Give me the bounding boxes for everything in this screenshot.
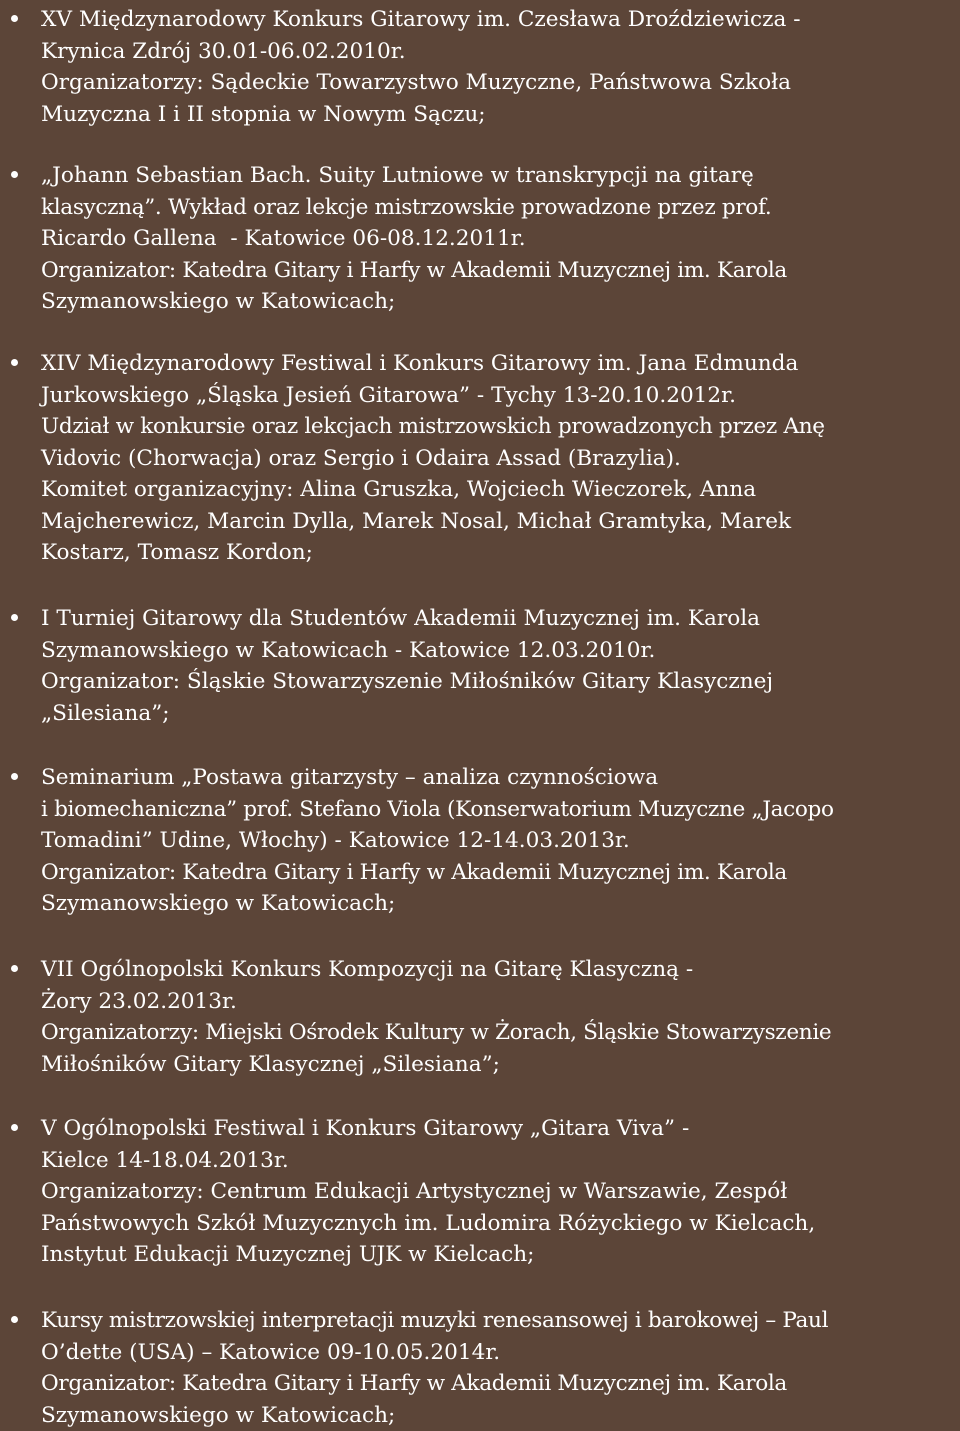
text-line: Organizatorzy: Miejski Ośrodek Kultury w Żorach, Śląskie Stowarzyszenie: [41, 1017, 958, 1049]
list-item-festiwal-tychy: [0, 348, 958, 569]
list-item-kursy-mistrzowskie: [0, 1305, 958, 1431]
bullet-icon: [11, 1316, 18, 1323]
text-line: „Silesiana”;: [41, 698, 958, 730]
text-line: I Turniej Gitarowy dla Studentów Akademii Muzycznej im. Karola: [41, 603, 958, 635]
bullet-icon: [11, 15, 18, 22]
text-line: Państwowych Szkół Muzycznych im. Ludomira Różyckiego w Kielcach,: [41, 1208, 958, 1240]
bullet-icon: [11, 965, 18, 972]
list-item-seminarium: [0, 762, 958, 920]
text-line: Szymanowskiego w Katowicach - Katowice 12.03.2010r.: [41, 635, 958, 667]
text-line: Szymanowskiego w Katowicach;: [41, 286, 958, 318]
text-line: Organizator: Katedra Gitary i Harfy w Akademii Muzycznej im. Karola: [41, 255, 958, 287]
list-item-text: [41, 603, 958, 729]
text-line: Krynica Zdrój 30.01-06.02.2010r.: [41, 36, 958, 68]
list-item-bach-wyklad: [0, 160, 958, 318]
text-line: Organizator: Śląskie Stowarzyszenie Miłośników Gitary Klasycznej: [41, 666, 958, 698]
text-line: V Ogólnopolski Festiwal i Konkurs Gitarowy „Gitara Viva” -: [41, 1113, 958, 1145]
list-item-konkurs-krynica: [0, 4, 958, 130]
text-line: Kursy mistrzowskiej interpretacji muzyki renesansowej i barokowej – Paul: [41, 1305, 958, 1337]
text-line: XV Międzynarodowy Konkurs Gitarowy im. Czesława Droździewicza -: [41, 4, 958, 36]
text-line: XIV Międzynarodowy Festiwal i Konkurs Gitarowy im. Jana Edmunda: [41, 348, 958, 380]
text-line: Instytut Edukacji Muzycznej UJK w Kielcach;: [41, 1239, 958, 1271]
text-line: Vidovic (Chorwacja) oraz Sergio i Odaira Assad (Brazylia).: [41, 443, 958, 475]
text-line: Organizator: Katedra Gitary i Harfy w Akademii Muzycznej im. Karola: [41, 857, 958, 889]
text-line: Kostarz, Tomasz Kordon;: [41, 537, 958, 569]
text-line: „Johann Sebastian Bach. Suity Lutniowe w transkrypcji na gitarę: [41, 160, 958, 192]
text-line: Szymanowskiego w Katowicach;: [41, 888, 958, 920]
bullet-icon: [11, 773, 18, 780]
list-item-text: [41, 1113, 958, 1271]
text-line: Organizatorzy: Centrum Edukacji Artystycznej w Warszawie, Zespół: [41, 1176, 958, 1208]
list-item-text: [41, 4, 958, 130]
bullet-icon: [11, 359, 18, 366]
text-line: Kielce 14-18.04.2013r.: [41, 1145, 958, 1177]
bullet-icon: [11, 171, 18, 178]
list-item-text: [41, 954, 958, 1080]
bullet-icon: [11, 614, 18, 621]
list-item-text: [41, 762, 958, 920]
text-line: Organizatorzy: Sądeckie Towarzystwo Muzyczne, Państwowa Szkoła: [41, 67, 958, 99]
list-item-text: [41, 348, 958, 569]
list-item-gitara-viva: [0, 1113, 958, 1271]
bullet-icon: [11, 1124, 18, 1131]
text-line: Udział w konkursie oraz lekcjach mistrzowskich prowadzonych przez Anę: [41, 411, 958, 443]
text-line: O’dette (USA) – Katowice 09-10.05.2014r.: [41, 1337, 958, 1369]
list-item-text: [41, 160, 958, 318]
text-line: Seminarium „Postawa gitarzysty – analiza czynnościowa: [41, 762, 958, 794]
text-line: Jurkowskiego „Śląska Jesień Gitarowa” - Tychy 13-20.10.2012r.: [41, 380, 958, 412]
list-item-text: [41, 1305, 958, 1431]
text-line: Miłośników Gitary Klasycznej „Silesiana”;: [41, 1049, 958, 1081]
text-line: klasyczną”. Wykład oraz lekcje mistrzowskie prowadzone przez prof.: [41, 192, 958, 224]
text-line: Szymanowskiego w Katowicach;: [41, 1400, 958, 1431]
text-line: Żory 23.02.2013r.: [41, 986, 958, 1018]
text-line: Majcherewicz, Marcin Dylla, Marek Nosal, Michał Gramtyka, Marek: [41, 506, 958, 538]
text-line: Tomadini” Udine, Włochy) - Katowice 12-14.03.2013r.: [41, 825, 958, 857]
text-line: VII Ogólnopolski Konkurs Kompozycji na Gitarę Klasyczną -: [41, 954, 958, 986]
text-line: Muzyczna I i II stopnia w Nowym Sączu;: [41, 99, 958, 131]
text-line: i biomechaniczna” prof. Stefano Viola (Konserwatorium Muzyczne „Jacopo: [41, 794, 958, 826]
list-item-turniej-studentow: [0, 603, 958, 729]
text-line: Ricardo Gallena - Katowice 06-08.12.2011r.: [41, 223, 958, 255]
text-line: Organizator: Katedra Gitary i Harfy w Akademii Muzycznej im. Karola: [41, 1368, 958, 1400]
list-item-konkurs-kompozycji: [0, 954, 958, 1080]
text-line: Komitet organizacyjny: Alina Gruszka, Wojciech Wieczorek, Anna: [41, 474, 958, 506]
